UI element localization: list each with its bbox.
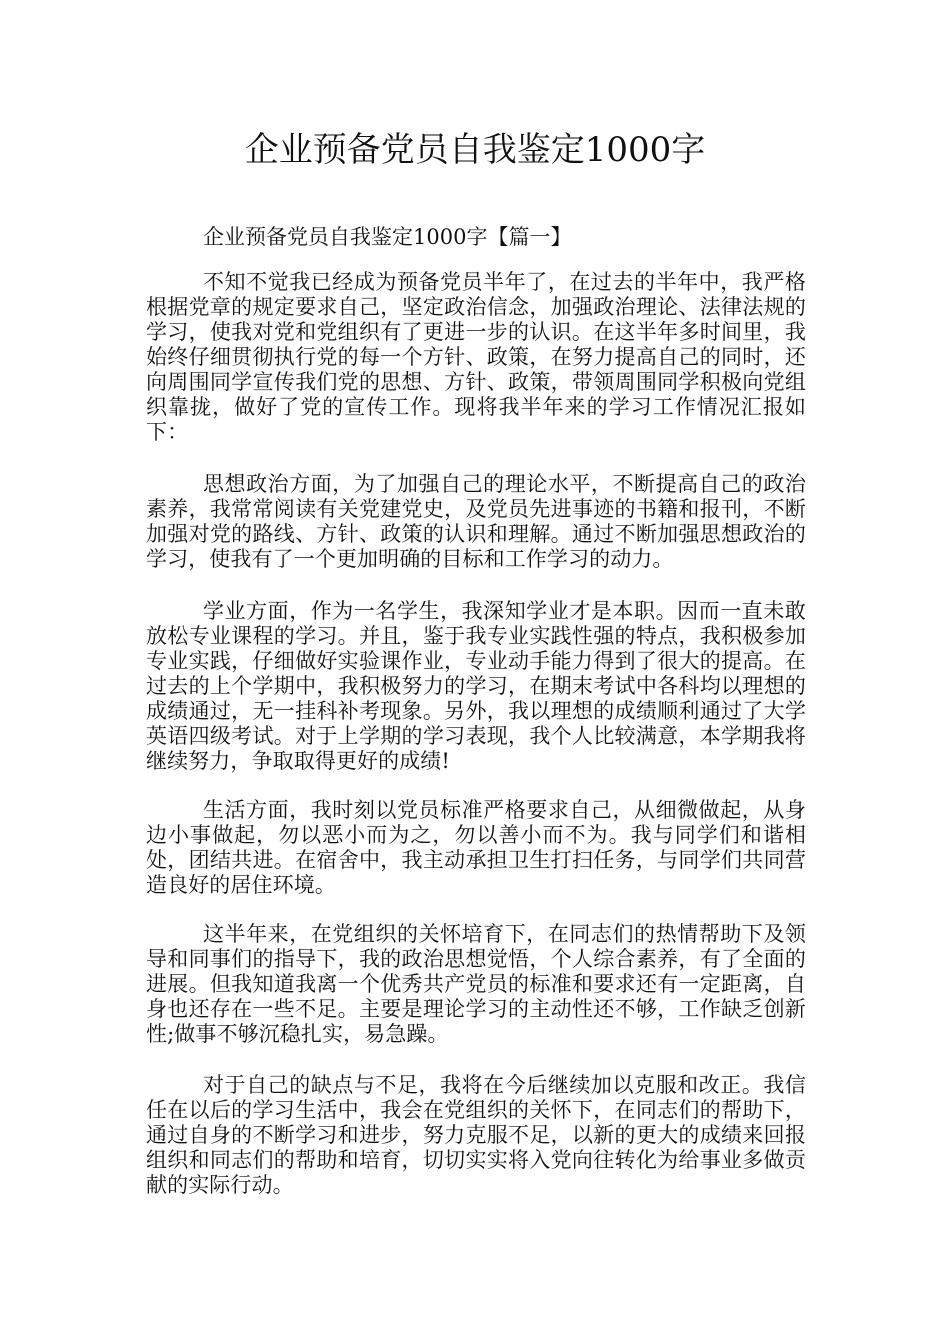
paragraph-academics: 学业方面，作为一名学生，我深知学业才是本职。因而一直未敢放松专业课程的学习。并且，鉴于我专业实践性强的特点，我积极参加专业实践，仔细做好实验课作业，专业动手能力得到了很大的提高。在过去的上个学期中，我积极努力的学习，在期末考试中各科均以理想的成绩通过，无一挂科补考现象。另外，我以理想的成绩顺利通过了大学英语四级考试。对于上学期的学习表现，我个人比较满意，本学期我将继续努力，争取取得更好的成绩! <box>146 599 806 773</box>
document-title: 企业预备党员自我鉴定1000字 <box>244 130 706 170</box>
paragraph-political-thought: 思想政治方面，为了加强自己的理论水平，不断提高自己的政治素养，我常常阅读有关党建党史，及党员先进事迹的书籍和报刊，不断加强对党的路线、方针、政策的认识和理解。通过不断加强思想政治的学习，使我有了一个更加明确的目标和工作学习的动力。 <box>146 472 806 571</box>
paragraph-progress-shortcomings: 这半年来，在党组织的关怀培育下，在同志们的热情帮助下及领导和同事们的指导下，我的政治思想觉悟，个人综合素养，有了全面的进展。但我知道我离一个优秀共产党员的标准和要求还有一定距离，自身也还存在一些不足。主要是理论学习的主动性还不够，工作缺乏创新性;做事不够沉稳扎实，易急躁。 <box>146 922 806 1046</box>
paragraph-daily-life: 生活方面，我时刻以党员标准严格要求自己，从细微做起，从身边小事做起，勿以恶小而为之，勿以善小而不为。我与同学们和谐相处，团结共进。在宿舍中，我主动承担卫生打扫任务，与同学们共同营造良好的居住环境。 <box>146 798 806 897</box>
section-heading: 企业预备党员自我鉴定1000字【篇一】 <box>203 225 572 249</box>
paragraph-intro: 不知不觉我已经成为预备党员半年了，在过去的半年中，我严格根据党章的规定要求自己，坚定政治信念，加强政治理论、法律法规的学习，使我对党和党组织有了更进一步的认识。在这半年多时间里，我始终仔细贯彻执行党的每一个方针、政策，在努力提高自己的同时，还向周围同学宣传我们党的思想、方针、政策，带领周围同学积极向党组织靠拢，做好了党的宣传工作。现将我半年来的学习工作情况汇报如下： <box>146 270 806 444</box>
paragraph-improvement-plan: 对于自己的缺点与不足，我将在今后继续加以克服和改正。我信任在以后的学习生活中，我会在党组织的关怀下，在同志们的帮助下，通过自身的不断学习和进步，努力克服不足，以新的更大的成绩来回报组织和同志们的帮助和培育，切切实实将入党向往转化为给事业多做贡献的实际行动。 <box>146 1073 806 1197</box>
